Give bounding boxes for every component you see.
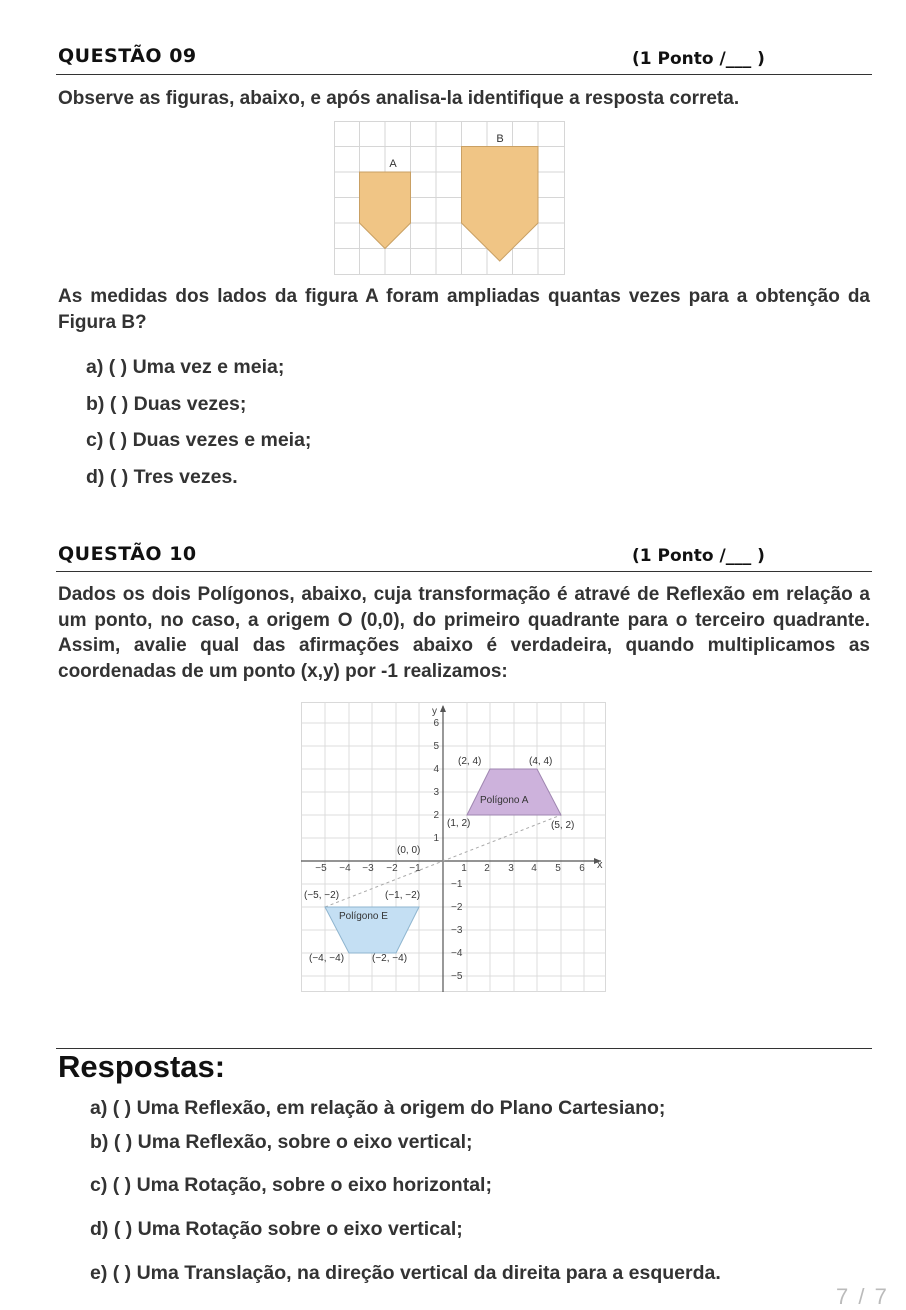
y-tick: 5 [433, 741, 439, 752]
point-label-e1: (−5, −2) [304, 890, 340, 901]
point-label-a1: (1, 2) [447, 818, 471, 829]
polygon-a-label: Polígono A [480, 795, 529, 806]
x-tick: −4 [339, 863, 351, 874]
point-label-e3: (−2, −4) [372, 953, 408, 964]
question-10-divider [56, 571, 872, 572]
x-tick: 5 [555, 863, 561, 874]
y-tick: −3 [451, 925, 463, 936]
respostas-title: Respostas: [58, 1049, 226, 1084]
shape-a [360, 172, 411, 249]
y-tick: 1 [433, 833, 439, 844]
q09-option-d[interactable]: d) ( ) Tres vezes. [86, 466, 238, 488]
y-tick: −5 [451, 971, 463, 982]
page-number: 7 / 7 [836, 1284, 889, 1309]
x-tick: 4 [531, 863, 537, 874]
x-tick: 6 [579, 863, 585, 874]
shape-b [462, 147, 539, 262]
y-tick: 4 [433, 764, 439, 775]
q09-option-b[interactable]: b) ( ) Duas vezes; [86, 393, 247, 415]
q10-option-b[interactable]: b) ( ) Uma Reflexão, sobre o eixo vertical; [90, 1131, 473, 1153]
question-09-points: (1 Ponto /___ ) [632, 49, 765, 69]
q10-option-a[interactable]: a) ( ) Uma Reflexão, em relação à origem do Plano Cartesiano; [90, 1097, 666, 1119]
question-10-points: (1 Ponto /___ ) [632, 546, 765, 566]
cartesian-graph [301, 702, 607, 994]
question-09-prompt: As medidas dos lados da figura A foram ampliadas quantas vezes para a obtenção da Figura B? [58, 286, 870, 333]
polygon-e-label: Polígono E [339, 911, 388, 922]
x-tick: 1 [461, 863, 467, 874]
point-label-e4: (−1, −2) [385, 890, 421, 901]
y-tick: −1 [451, 879, 463, 890]
point-label-a4: (5, 2) [551, 820, 575, 831]
q10-option-c[interactable]: c) ( ) Uma Rotação, sobre o eixo horizontal; [90, 1174, 492, 1196]
shape-a-label: A [389, 158, 397, 170]
shapes-figure [334, 121, 566, 276]
point-label-a2: (2, 4) [458, 756, 482, 767]
question-10-text: Dados os dois Polígonos, abaixo, cuja transformação é atravé de Reflexão em relação a um ponto, no caso, a origem O (0,0), do primeiro quadrante para o terceiro quadrante. Assim, avalie qual das afirmações abaixo é verdadeira, quando multiplicamos as coordenadas de um ponto (x,y) por -1 realizamos: [58, 584, 870, 682]
question-09-divider [56, 74, 872, 75]
y-tick: 6 [433, 718, 439, 729]
x-tick: −1 [409, 863, 421, 874]
shape-b-label: B [496, 133, 504, 145]
x-tick: −5 [315, 863, 327, 874]
y-tick: −2 [451, 902, 463, 913]
q09-option-c[interactable]: c) ( ) Duas vezes e meia; [86, 429, 312, 451]
y-tick: 2 [433, 810, 439, 821]
question-10-title: QUESTÃO 10 [58, 543, 197, 565]
x-tick: −3 [362, 863, 374, 874]
x-tick: 3 [508, 863, 514, 874]
x-tick: 2 [484, 863, 490, 874]
q10-option-d[interactable]: d) ( ) Uma Rotação sobre o eixo vertical; [90, 1218, 463, 1240]
y-tick: −4 [451, 948, 463, 959]
question-09-title: QUESTÃO 09 [58, 45, 197, 67]
q09-option-a[interactable]: a) ( ) Uma vez e meia; [86, 356, 285, 378]
q10-option-e[interactable]: e) ( ) Uma Translação, na direção vertical da direita para a esquerda. [90, 1262, 721, 1284]
x-axis-label: x [597, 859, 603, 871]
point-label-a3: (4, 4) [529, 756, 553, 767]
point-label-e2: (−4, −4) [309, 953, 345, 964]
x-tick: −2 [386, 863, 398, 874]
question-09-intro: Observe as figuras, abaixo, e após analisa-la identifique a resposta correta. [58, 88, 740, 109]
y-axis-label: y [432, 706, 437, 717]
origin-label: (0, 0) [397, 845, 421, 856]
y-tick: 3 [433, 787, 439, 798]
